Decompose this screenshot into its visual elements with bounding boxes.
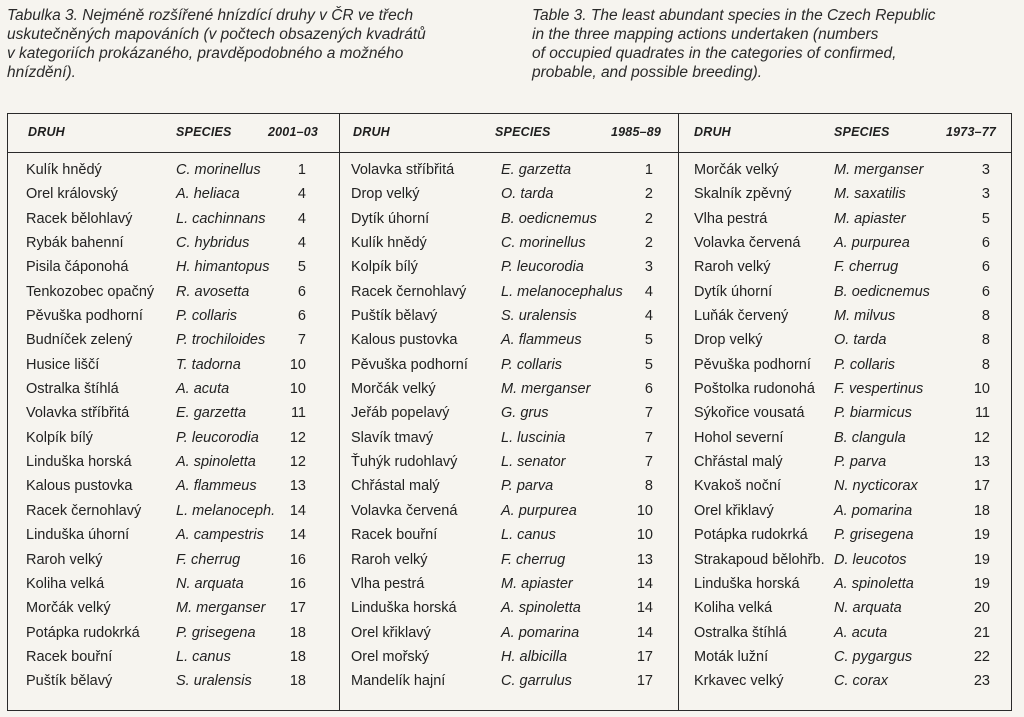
count-cell: 13 [973,454,990,471]
species-cell: L. luscinia [501,429,566,446]
table-row [8,475,339,499]
header-period: 2001–03 [268,125,319,139]
species-cell: M. milvus [834,308,896,325]
count-cell: 5 [644,356,653,373]
species-cell: M. merganser [834,162,924,178]
druh-cell: Dytík úhorní [351,210,430,227]
species-cell: C. garrulus [501,673,572,690]
druh-cell: Racek černohlavý [26,502,142,519]
rows-1985-89 [339,159,678,695]
druh-cell: Racek bělohlavý [26,210,133,227]
count-cell: 4 [644,283,653,300]
table-row [339,208,678,232]
druh-cell: Vlha pestrá [694,210,768,227]
count-cell: 4 [297,235,306,252]
table-row [8,427,339,451]
druh-cell: Koliha velká [694,600,773,617]
species-cell: R. avosetta [176,283,250,300]
count-cell: 20 [973,600,990,617]
druh-cell: Raroh velký [694,259,771,276]
table-row [8,256,339,280]
table-row [339,597,678,621]
count-cell: 14 [289,527,306,544]
count-cell: 8 [644,478,653,495]
species-cell: T. tadorna [176,356,241,373]
species-cell: F. cherrug [176,551,241,568]
druh-cell: Hohol severní [694,429,784,446]
table-row [8,500,339,524]
table-row [8,354,339,378]
block-2001-03 [8,114,339,710]
table-caption-czech: Tabulka 3. Nejméně rozšířené hnízdící druhy v ČR ve třech uskutečněných mapováních (v počtech obsazených kvadrátů v kategoriích prokázaného, pravděpodobného a možného hnízdění). [7,7,426,81]
rows-2001-03 [8,159,339,695]
table-row [339,232,678,256]
count-cell: 17 [636,673,653,690]
table-row [339,573,678,597]
count-cell: 23 [973,673,990,690]
count-cell: 10 [973,381,990,398]
count-cell: 1 [644,162,653,178]
table-row [678,670,1011,694]
species-cell: A. flammeus [176,478,257,495]
species-cell: E. garzetta [501,162,572,178]
count-cell: 4 [644,308,653,325]
table-row [8,622,339,646]
druh-cell: Kalous pustovka [26,478,133,495]
count-cell: 10 [636,527,653,544]
table-row [339,646,678,670]
table-row [678,427,1011,451]
druh-cell: Orel mořský [351,648,430,665]
table-row [339,670,678,694]
count-cell: 19 [973,575,990,592]
species-cell: A. heliaca [176,186,240,203]
count-cell: 17 [636,648,653,665]
druh-cell: Racek bouřní [351,527,438,544]
count-cell: 17 [973,478,990,495]
druh-cell: Volavka stříbřitá [26,405,130,422]
count-cell: 4 [297,186,306,203]
count-cell: 8 [981,308,990,325]
druh-cell: Puštík bělavý [351,308,438,325]
druh-cell: Volavka červená [351,502,458,519]
species-cell: P. trochiloides [176,332,266,349]
druh-cell: Chřástal malý [351,478,440,495]
species-cell: C. hybridus [176,235,250,252]
druh-cell: Linduška úhorní [26,527,130,544]
species-cell: A. pomarina [834,502,913,519]
species-cell: P. biarmicus [834,405,912,422]
druh-cell: Volavka stříbřitá [351,162,455,178]
species-cell: B. oedicnemus [501,210,597,227]
count-cell: 12 [973,429,990,446]
druh-cell: Linduška horská [26,454,132,471]
count-cell: 14 [289,502,306,519]
table-row [339,451,678,475]
table-row [8,549,339,573]
species-cell: F. cherrug [834,259,899,276]
table-row [8,524,339,548]
species-table [7,113,1012,711]
count-cell: 18 [289,648,306,665]
table-row [339,305,678,329]
count-cell: 3 [981,186,990,203]
block-1973-77 [678,114,1011,710]
species-cell: L. melanoceph. [176,502,276,519]
table-row [339,183,678,207]
species-cell: A. spinoletta [834,575,914,592]
header-druh: DRUH [694,125,731,139]
count-cell: 2 [644,235,653,252]
count-cell: 10 [636,502,653,519]
species-cell: P. collaris [834,356,895,373]
druh-cell: Orel křiklavý [351,624,431,641]
species-cell: H. albicilla [501,648,568,665]
count-cell: 18 [289,673,306,690]
species-cell: P. grisegena [834,527,914,544]
table-row [678,256,1011,280]
druh-cell: Morčák velký [351,381,436,398]
table-row [678,378,1011,402]
count-cell: 6 [297,308,306,325]
count-cell: 12 [289,429,306,446]
species-cell: N. arquata [834,600,902,617]
species-cell: C. corax [834,673,888,690]
table-row [678,354,1011,378]
table-row [678,159,1011,183]
species-cell: L. canus [176,648,231,665]
count-cell: 11 [974,405,990,422]
header-species: SPECIES [176,125,232,139]
druh-cell: Linduška horská [694,575,800,592]
druh-cell: Dytík úhorní [694,283,773,300]
header-period: 1985–89 [611,125,662,139]
count-cell: 14 [636,575,653,592]
count-cell: 5 [297,259,306,276]
species-cell: P. parva [501,478,554,495]
species-cell: B. oedicnemus [834,283,930,300]
count-cell: 6 [644,381,653,398]
table-row [8,597,339,621]
table-row [8,402,339,426]
table-row [678,524,1011,548]
count-cell: 6 [981,235,990,252]
count-cell: 16 [289,575,306,592]
druh-cell: Slavík tmavý [351,429,434,446]
count-cell: 5 [644,332,653,349]
species-cell: M. apiaster [834,210,906,227]
count-cell: 8 [981,332,990,349]
table-row [678,475,1011,499]
species-cell: P. leucorodia [501,259,584,276]
druh-cell: Krkavec velký [694,673,784,690]
druh-cell: Poštolka rudonohá [694,381,815,398]
count-cell: 6 [981,283,990,300]
species-cell: M. saxatilis [834,186,906,203]
header-druh: DRUH [28,125,65,139]
table-row [678,329,1011,353]
table-row [678,451,1011,475]
count-cell: 4 [297,210,306,227]
druh-cell: Strakapoud bělohřb. [694,551,825,568]
count-cell: 17 [289,600,306,617]
species-cell: N. arquata [176,575,244,592]
table-row [339,402,678,426]
count-cell: 6 [981,259,990,276]
table-row [339,622,678,646]
species-cell: A. spinoletta [501,600,581,617]
table-row [678,573,1011,597]
druh-cell: Vlha pestrá [351,575,425,592]
table-row [8,305,339,329]
count-cell: 10 [289,356,306,373]
table-row [678,183,1011,207]
table-row [339,159,678,183]
count-cell: 1 [297,162,306,178]
count-cell: 6 [297,283,306,300]
header-species: SPECIES [495,125,551,139]
table-row [678,597,1011,621]
species-cell: F. vespertinus [834,381,924,398]
count-cell: 13 [636,551,653,568]
count-cell: 7 [644,405,653,422]
species-cell: A. flammeus [501,332,582,349]
species-cell: L. canus [501,527,556,544]
table-row [339,500,678,524]
druh-cell: Morčák velký [694,162,779,178]
rows-1973-77 [678,159,1011,695]
druh-cell: Kulík hnědý [351,235,427,252]
table-row [678,646,1011,670]
table-row [678,402,1011,426]
species-cell: P. parva [834,454,887,471]
druh-cell: Chřástal malý [694,454,783,471]
table-row [339,281,678,305]
count-cell: 13 [289,478,306,495]
species-cell: A. pomarina [501,624,580,641]
species-cell: L. melanocephalus [501,283,623,300]
table-row [339,549,678,573]
count-cell: 14 [636,600,653,617]
druh-cell: Potápka rudokrká [26,624,140,641]
table-row [339,378,678,402]
table-row [8,378,339,402]
druh-cell: Kalous pustovka [351,332,458,349]
species-cell: P. collaris [501,356,562,373]
druh-cell: Kolpík bílý [351,259,418,276]
druh-cell: Pisila čáponohá [26,259,129,276]
count-cell: 18 [289,624,306,641]
count-cell: 21 [973,624,990,641]
header-species: SPECIES [834,125,890,139]
header-period: 1973–77 [946,125,997,139]
druh-cell: Ostralka štíhlá [694,624,787,641]
species-cell: A. campestris [176,527,264,544]
count-cell: 22 [973,648,990,665]
table-row [8,159,339,183]
species-cell: E. garzetta [176,405,247,422]
druh-cell: Raroh velký [26,551,103,568]
table-row [8,208,339,232]
count-cell: 2 [644,186,653,203]
druh-cell: Puštík bělavý [26,673,113,690]
species-cell: S. uralensis [501,308,577,325]
count-cell: 10 [289,381,306,398]
druh-cell: Racek bouřní [26,648,113,665]
block-1985-89 [339,114,678,710]
druh-cell: Raroh velký [351,551,428,568]
count-cell: 3 [981,162,990,178]
druh-cell: Pěvuška podhorní [694,356,811,373]
druh-cell: Husice liščí [26,356,100,373]
druh-cell: Orel křiklavý [694,502,774,519]
species-cell: O. tarda [834,332,887,349]
species-cell: P. grisegena [176,624,256,641]
table-row [8,281,339,305]
druh-cell: Ostralka štíhlá [26,381,119,398]
table-row [678,549,1011,573]
species-cell: F. cherrug [501,551,566,568]
druh-cell: Pěvuška podhorní [351,356,468,373]
table-row [8,329,339,353]
druh-cell: Sýkořice vousatá [694,405,805,422]
count-cell: 7 [644,429,653,446]
species-cell: G. grus [501,405,549,422]
species-cell: P. collaris [176,308,237,325]
table-row [339,329,678,353]
count-cell: 8 [981,356,990,373]
table-row [678,208,1011,232]
species-cell: N. nycticorax [834,478,918,495]
count-cell: 3 [644,259,653,276]
count-cell: 12 [289,454,306,471]
count-cell: 11 [290,405,306,422]
druh-cell: Mandelík hajní [351,673,446,690]
table-row [678,281,1011,305]
druh-cell: Pěvuška podhorní [26,308,143,325]
species-cell: L. cachinnans [176,210,266,227]
druh-cell: Drop velký [351,186,420,203]
species-cell: M. merganser [176,600,266,617]
table-row [8,183,339,207]
species-cell: O. tarda [501,186,554,203]
table-row [339,524,678,548]
table-row [339,354,678,378]
species-cell: D. leucotos [834,551,907,568]
species-cell: A. acuta [176,381,230,398]
table-row [8,232,339,256]
druh-cell: Orel královský [26,186,118,203]
species-cell: A. purpurea [834,235,910,252]
druh-cell: Linduška horská [351,600,457,617]
druh-cell: Luňák červený [694,308,789,325]
count-cell: 5 [981,210,990,227]
table-row [8,670,339,694]
druh-cell: Kolpík bílý [26,429,93,446]
count-cell: 19 [973,527,990,544]
druh-cell: Kulík hnědý [26,162,102,178]
table-row [678,500,1011,524]
table-row [8,451,339,475]
druh-cell: Koliha velká [26,575,105,592]
table-row [678,232,1011,256]
species-cell: C. morinellus [501,235,586,252]
druh-cell: Budníček zelený [26,332,133,349]
count-cell: 2 [644,210,653,227]
species-cell: A. purpurea [501,502,577,519]
species-cell: S. uralensis [176,673,252,690]
druh-cell: Tenkozobec opačný [26,283,155,300]
table-row [8,646,339,670]
druh-cell: Rybák bahenní [26,235,124,252]
species-cell: B. clangula [834,429,906,446]
species-cell: L. senator [501,454,566,471]
table-row [339,427,678,451]
druh-cell: Ťuhýk rudohlavý [351,454,458,471]
count-cell: 7 [297,332,306,349]
druh-cell: Moták lužní [694,648,769,665]
species-cell: A. spinoletta [176,454,256,471]
species-cell: C. pygargus [834,648,913,665]
species-cell: P. leucorodia [176,429,259,446]
druh-cell: Volavka červená [694,235,801,252]
druh-cell: Drop velký [694,332,763,349]
species-cell: C. morinellus [176,162,261,178]
table-caption-english: Table 3. The least abundant species in the Czech Republic in the three mapping actions undertaken (numbers of occupied quadrates in the categories of confirmed, probable, and possible breeding). [532,7,936,81]
table-row [8,573,339,597]
druh-cell: Morčák velký [26,600,111,617]
table-row [339,475,678,499]
count-cell: 18 [973,502,990,519]
count-cell: 19 [973,551,990,568]
druh-cell: Kvakoš noční [694,478,782,495]
species-cell: H. himantopus [176,259,270,276]
druh-cell: Racek černohlavý [351,283,467,300]
count-cell: 7 [644,454,653,471]
header-druh: DRUH [353,125,390,139]
count-cell: 14 [636,624,653,641]
druh-cell: Potápka rudokrká [694,527,808,544]
count-cell: 16 [289,551,306,568]
species-cell: M. apiaster [501,575,573,592]
druh-cell: Skalník zpěvný [694,186,792,203]
table-row [678,305,1011,329]
table-row [339,256,678,280]
table-row [678,622,1011,646]
druh-cell: Jeřáb popelavý [351,405,450,422]
species-cell: A. acuta [834,624,888,641]
species-cell: M. merganser [501,381,591,398]
